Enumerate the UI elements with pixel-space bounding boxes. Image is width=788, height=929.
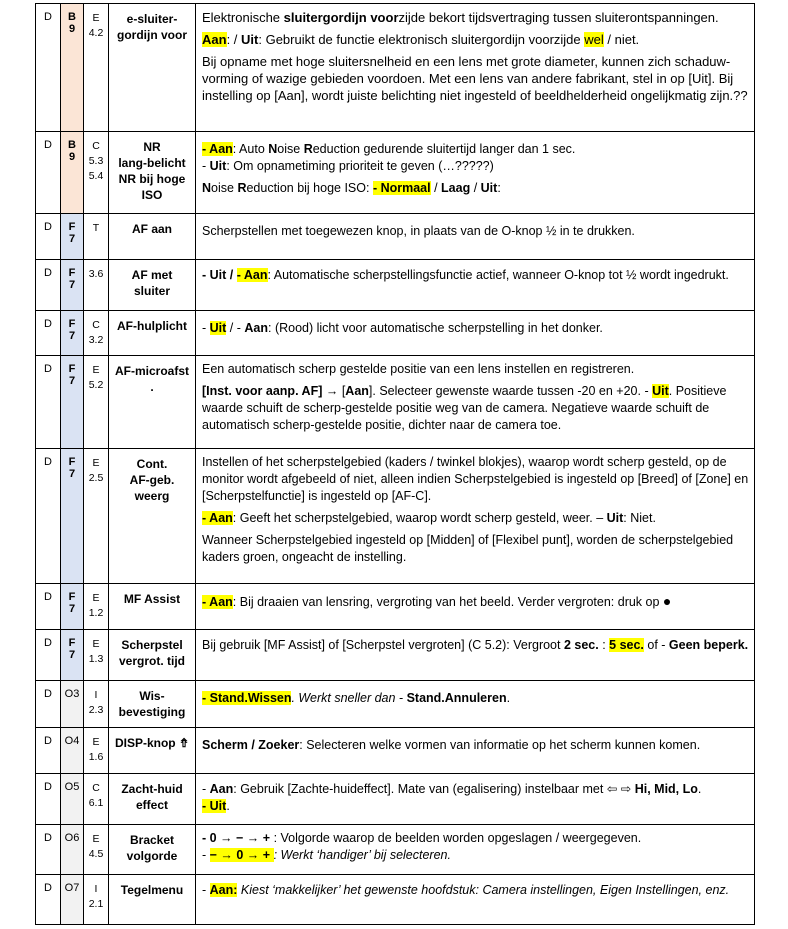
option-aan: - Aan xyxy=(202,511,233,525)
menu-letter: B xyxy=(68,139,76,151)
setting-name xyxy=(109,449,196,584)
text-span: : Gebruikt de functie elektronisch sluitergordijn voorzijde xyxy=(258,32,585,47)
bold-text: Aan xyxy=(345,384,369,398)
ref-letter: E xyxy=(92,12,100,24)
text-span: : Automatische scherpstellingsfunctie actief, wanneer O-knop tot ½ wordt ingedrukt. xyxy=(267,268,729,282)
setting-name xyxy=(109,774,196,825)
option-geen-beperk: Geen beperk. xyxy=(668,638,749,652)
text-span: : Gebruik [Zachte-huideffect]. Mate van (egalisering) instelbaar met ⇦ ⇨ xyxy=(233,782,635,796)
text-span: : xyxy=(598,638,610,652)
ref-number: 6.1 xyxy=(88,797,104,809)
bold-text: N xyxy=(202,181,212,195)
bold-text: Hi, Mid, Lo xyxy=(634,782,698,796)
ref-number: 1.2 xyxy=(88,607,104,619)
text-span: Elektronische xyxy=(202,10,284,25)
menu-letter: F xyxy=(68,363,76,375)
description-line xyxy=(202,737,750,754)
menu-letter: F xyxy=(68,591,76,603)
ref-cell xyxy=(84,728,109,774)
table-row xyxy=(36,311,755,356)
ref-cell xyxy=(84,584,109,630)
mode-cell: D xyxy=(36,630,61,681)
mode-cell: D xyxy=(36,260,61,311)
menu-number: 7 xyxy=(68,603,76,615)
menu-number: 7 xyxy=(68,279,76,291)
description-line xyxy=(202,593,750,611)
table-row xyxy=(36,681,755,728)
mode-cell: D xyxy=(36,681,61,728)
menu-code: O7 xyxy=(64,882,80,894)
ref-number: 4.2 xyxy=(88,27,104,39)
setting-name-line: gordijn voor xyxy=(117,28,187,42)
filled-circle-icon: ● xyxy=(662,593,672,609)
option-aan: Aan xyxy=(244,321,268,335)
mode-cell: D xyxy=(36,356,61,449)
description-line xyxy=(202,383,750,434)
menu-cell xyxy=(61,311,84,356)
ref-number: 1.3 xyxy=(88,653,104,665)
menu-code: O4 xyxy=(64,735,80,747)
ref-letter: E xyxy=(92,457,100,469)
table-row xyxy=(36,584,755,630)
description-line xyxy=(202,637,750,654)
description-cell xyxy=(196,875,755,925)
mode-cell: D xyxy=(36,584,61,630)
option-uit: - Uit xyxy=(202,799,227,813)
text-span: : Auto xyxy=(232,142,269,156)
setting-name xyxy=(109,681,196,728)
ref-letter: E xyxy=(92,592,100,604)
text-span: - xyxy=(202,883,210,897)
mode-cell: D xyxy=(36,449,61,584)
setting-name-line: ISO xyxy=(141,188,163,202)
menu-cell xyxy=(61,630,84,681)
setting-name-line: Zacht-huid xyxy=(121,782,183,796)
setting-name-line: . xyxy=(150,380,154,394)
setting-name-line: vergrot. tijd xyxy=(118,654,185,668)
description-cell xyxy=(196,825,755,875)
italic-text: : Werkt ‘handiger’ bij selecteren. xyxy=(273,848,451,862)
menu-letter: F xyxy=(68,637,76,649)
setting-name xyxy=(109,214,196,260)
setting-name-line: AF-geb. xyxy=(129,473,175,487)
option-aan: - Aan xyxy=(202,595,233,609)
option-aan: Aan: xyxy=(209,883,238,897)
menu-code: O3 xyxy=(64,688,80,700)
ref-number: 3.6 xyxy=(88,268,104,280)
table-row xyxy=(36,356,755,449)
ref-letter: E xyxy=(92,364,100,376)
text-span: oise xyxy=(211,181,238,195)
mode-cell: D xyxy=(36,4,61,132)
ref-number: 5.2 xyxy=(88,379,104,391)
text-span: / xyxy=(430,181,442,195)
description-line xyxy=(202,830,750,847)
setting-name-line: DISP-knop ⇮ xyxy=(114,736,190,750)
description-line xyxy=(202,882,750,899)
text-span: : (Rood) licht voor automatische scherpstelling in het donker. xyxy=(268,321,603,335)
text-span: - xyxy=(202,321,210,335)
table-row xyxy=(36,728,755,774)
table-row xyxy=(36,630,755,681)
option-uit: Uit xyxy=(606,511,624,525)
text-span: - xyxy=(202,159,210,173)
menu-number: 9 xyxy=(68,151,76,163)
ref-letter: E xyxy=(92,833,100,845)
description-line xyxy=(202,31,750,48)
text-span: : / xyxy=(226,32,242,47)
menu-cell xyxy=(61,825,84,875)
mode-cell: D xyxy=(36,728,61,774)
table-row xyxy=(36,449,755,584)
description-line xyxy=(202,9,750,26)
text-span: oise xyxy=(277,142,304,156)
menu-number: 7 xyxy=(68,233,76,245)
text-span: - xyxy=(202,848,210,862)
mode-cell: D xyxy=(36,825,61,875)
bold-text: sluitergordijn voor xyxy=(283,10,399,25)
ref-letter: I xyxy=(94,883,98,895)
menu-letter: F xyxy=(68,221,76,233)
text-span: → [ xyxy=(322,384,346,398)
ref-cell xyxy=(84,681,109,728)
setting-name-line: Scherpstel xyxy=(121,638,183,652)
menu-number: 9 xyxy=(68,23,76,35)
text-span: . Positieve waarde schuift de scherp-gestelde positie weg van de camera. Negatieve waarde schuift de automatisch scherp-gestelde positie, dichter naar de camera toe. xyxy=(202,384,727,432)
option-aan: - Aan xyxy=(236,268,268,282)
option-normaal: - Normaal xyxy=(372,181,431,195)
setting-name-line: AF aan xyxy=(131,222,172,236)
ref-number: 3.2 xyxy=(88,334,104,346)
option-uit: Uit xyxy=(241,32,259,47)
ref-letter: E xyxy=(92,736,100,748)
text-span: / - xyxy=(226,321,245,335)
setting-name xyxy=(109,311,196,356)
table-row xyxy=(36,774,755,825)
menu-cell xyxy=(61,260,84,311)
menu-cell xyxy=(61,132,84,214)
table-row xyxy=(36,132,755,214)
menu-cell xyxy=(61,4,84,132)
description-line xyxy=(202,180,750,197)
menu-letter: F xyxy=(68,456,76,468)
setting-name xyxy=(109,825,196,875)
setting-name xyxy=(109,584,196,630)
mode-cell: D xyxy=(36,132,61,214)
option-scherm-zoeker: Scherm / Zoeker xyxy=(202,738,300,752)
bold-text: R xyxy=(303,142,313,156)
description-cell xyxy=(196,4,755,132)
text-span: - xyxy=(202,782,210,796)
text-span: : Bij draaien van lensring, vergroting van het beeld. Verder vergroten: druk op xyxy=(232,595,663,609)
menu-cell xyxy=(61,449,84,584)
bold-text: − → 0 → + xyxy=(209,848,274,862)
ref-number: 2.1 xyxy=(88,898,104,910)
setting-name xyxy=(109,728,196,774)
bold-text: R xyxy=(237,181,247,195)
option-2sec: 2 sec. xyxy=(563,638,599,652)
menu-cell xyxy=(61,681,84,728)
table-row xyxy=(36,875,755,925)
menu-code: O6 xyxy=(64,832,80,844)
text-span: . xyxy=(226,799,230,813)
table-row xyxy=(36,260,755,311)
description-line: Bij opname met hoge sluitersnelheid en een lens met grote diameter, kunnen zich schaduw-vorming of wazige gebieden voordoen. Met een lens van andere fabrikant, stel in op [Uit]. Bij instelling op [Aan], wordt juiste belichting niet ingesteld of beeldhelderheid ongelijkmatig zijn.?? xyxy=(202,54,748,103)
ref-letter: C xyxy=(92,782,100,794)
ref-cell xyxy=(84,875,109,925)
setting-name-line: AF met xyxy=(131,268,173,282)
setting-name xyxy=(109,630,196,681)
text-span: . xyxy=(697,782,702,796)
description-line: Instellen of het scherpstelgebied (kaders / twinkel blokjes), waarop wordt scherp gesteld, op de monitor wordt afgebeeld of niet, alleen indien Scherpstelgebied is ingesteld op [Breed] of [Zone] en [Scherpstelfunctie] is ingesteld op [AF-C]. xyxy=(202,455,749,503)
description-line xyxy=(202,798,750,815)
option-5sec: 5 sec. xyxy=(609,638,644,652)
setting-name-line: Bracket xyxy=(129,833,175,847)
setting-name-line: MF Assist xyxy=(123,592,181,606)
setting-name-line: sluiter xyxy=(133,284,170,298)
bold-text: N xyxy=(268,142,278,156)
ref-letter: I xyxy=(94,689,98,701)
table-row xyxy=(36,4,755,132)
option-uit: Uit xyxy=(480,181,498,195)
setting-name-line: effect xyxy=(135,798,168,812)
text-span: eduction gedurende sluitertijd langer dan 1 sec. xyxy=(312,142,576,156)
option-aan: Aan xyxy=(202,32,227,47)
ref-letter: E xyxy=(92,638,100,650)
menu-number: 7 xyxy=(68,468,76,480)
setting-name-line: AF-microafst xyxy=(114,364,189,378)
menu-number: 7 xyxy=(68,649,76,661)
mode-cell: D xyxy=(36,875,61,925)
text-span: : Om opnametiming prioriteit te geven (…?????) xyxy=(226,159,494,173)
ref-cell xyxy=(84,774,109,825)
description-line: Wanneer Scherpstelgebied ingesteld op [Midden] of [Flexibel punt], worden de scherpstelgebied kaders groen, ongeacht de instelling. xyxy=(202,533,734,564)
bold-text: [Inst. voor aanp. AF] xyxy=(202,384,323,398)
ref-cell xyxy=(84,4,109,132)
setting-name-line: lang-belicht xyxy=(118,156,186,170)
setting-name-line: bevestiging xyxy=(118,705,186,719)
setting-name-line: Wis- xyxy=(139,689,165,703)
menu-cell xyxy=(61,774,84,825)
option-stand-wissen: - Stand.Wissen xyxy=(202,691,292,705)
text-span: Bij gebruik [MF Assist] of [Scherpstel vergroten] (C 5.2): Vergroot xyxy=(202,638,564,652)
ref-number: 4.5 xyxy=(88,848,104,860)
description-line xyxy=(202,141,750,158)
ref-number: 5.4 xyxy=(88,170,104,182)
description-line xyxy=(202,847,750,864)
menu-cell xyxy=(61,875,84,925)
ref-cell xyxy=(84,449,109,584)
menu-cell xyxy=(61,584,84,630)
menu-cell xyxy=(61,214,84,260)
ref-cell xyxy=(84,260,109,311)
description-cell xyxy=(196,260,755,311)
ref-number: 2.5 xyxy=(88,472,104,484)
description-cell xyxy=(196,630,755,681)
setting-name-line: volgorde xyxy=(126,849,178,863)
setting-name xyxy=(109,875,196,925)
text-span: / xyxy=(470,181,481,195)
setting-name-line: Cont. xyxy=(136,457,168,471)
description-line: Een automatisch scherp gestelde positie van een lens instellen en registreren. xyxy=(202,362,635,376)
description-line xyxy=(202,510,750,527)
text-span: : Selecteren welke vormen van informatie op het scherm kunnen komen. xyxy=(299,738,701,752)
description-line xyxy=(202,267,750,284)
setting-name-line: Tegelmenu xyxy=(120,883,184,897)
setting-name-line: NR bij hoge xyxy=(118,172,186,186)
description-cell xyxy=(196,584,755,630)
setting-name xyxy=(109,132,196,214)
setting-name-line: NR xyxy=(143,140,161,154)
description-cell xyxy=(196,311,755,356)
description-cell xyxy=(196,356,755,449)
bold-text: - 0 → − → + xyxy=(202,831,271,845)
menu-cell xyxy=(61,356,84,449)
setting-name-line: AF-hulplicht xyxy=(117,319,187,333)
option-laag: Laag xyxy=(441,181,471,195)
description-cell xyxy=(196,774,755,825)
description-line xyxy=(202,781,750,798)
table-row xyxy=(36,214,755,260)
description-cell xyxy=(196,214,755,260)
setting-name xyxy=(109,356,196,449)
settings-table xyxy=(35,3,755,925)
mode-cell: D xyxy=(36,311,61,356)
description-cell xyxy=(196,132,755,214)
description-cell xyxy=(196,681,755,728)
option-stand-annuleren: Stand.Annuleren xyxy=(406,691,507,705)
text-span: : xyxy=(497,181,501,195)
menu-number: 7 xyxy=(68,375,76,387)
setting-name xyxy=(109,4,196,132)
italic-text: . Werkt sneller dan - xyxy=(291,691,407,705)
option-aan: Aan xyxy=(209,782,234,796)
menu-letter: F xyxy=(68,318,76,330)
text-span: : Geeft het scherpstelgebied, waarop wordt scherp gesteld, weer. – xyxy=(232,511,607,525)
text-span: eduction bij hoge ISO: xyxy=(246,181,373,195)
setting-name xyxy=(109,260,196,311)
ref-letter: T xyxy=(92,222,100,234)
menu-cell xyxy=(61,728,84,774)
ref-cell xyxy=(84,311,109,356)
menu-code: O5 xyxy=(64,781,80,793)
text-span: of - xyxy=(643,638,669,652)
table-row xyxy=(36,825,755,875)
italic-text: Kiest ‘makkelijker’ het gewenste hoofdstuk: Camera instellingen, Eigen Instellingen, enz. xyxy=(237,883,730,897)
menu-number: 7 xyxy=(68,330,76,342)
ref-cell xyxy=(84,825,109,875)
mode-cell: D xyxy=(36,774,61,825)
text-span: : Volgorde waarop de beelden worden opgeslagen / weergegeven. xyxy=(270,831,642,845)
description-cell xyxy=(196,449,755,584)
ref-cell xyxy=(84,356,109,449)
highlight-text: wel xyxy=(584,32,604,47)
description-cell xyxy=(196,728,755,774)
text-span: . xyxy=(506,691,511,705)
menu-letter: B xyxy=(68,11,76,23)
text-span: zijde bekort tijdsvertraging tussen sluiterontspanningen. xyxy=(398,10,719,25)
setting-name-line: weerg xyxy=(134,489,170,503)
text-span: ]. Selecteer gewenste waarde tussen -20 en +20. - xyxy=(368,384,653,398)
ref-letter: C xyxy=(92,319,100,331)
ref-cell xyxy=(84,132,109,214)
description-line xyxy=(202,320,750,337)
ref-letter: C xyxy=(92,140,100,152)
text-span: / niet. xyxy=(603,32,640,47)
option-aan: - Aan xyxy=(202,142,233,156)
option-uit: Uit xyxy=(209,321,227,335)
mode-cell: D xyxy=(36,214,61,260)
description-line xyxy=(202,690,750,707)
text-span: : Niet. xyxy=(623,511,656,525)
ref-cell xyxy=(84,630,109,681)
ref-number: 2.3 xyxy=(88,704,104,716)
option-uit: Uit xyxy=(209,159,227,173)
ref-number: 1.6 xyxy=(88,751,104,763)
ref-cell xyxy=(84,214,109,260)
description-line: Scherpstellen met toegewezen knop, in plaats van de O-knop ½ in te drukken. xyxy=(202,224,635,238)
menu-letter: F xyxy=(68,267,76,279)
option-uit: Uit xyxy=(652,384,669,398)
ref-number: 5.3 xyxy=(88,155,104,167)
option-uit: - Uit / xyxy=(202,268,237,282)
setting-name-line: e-sluiter- xyxy=(126,12,178,26)
description-line xyxy=(202,158,750,175)
